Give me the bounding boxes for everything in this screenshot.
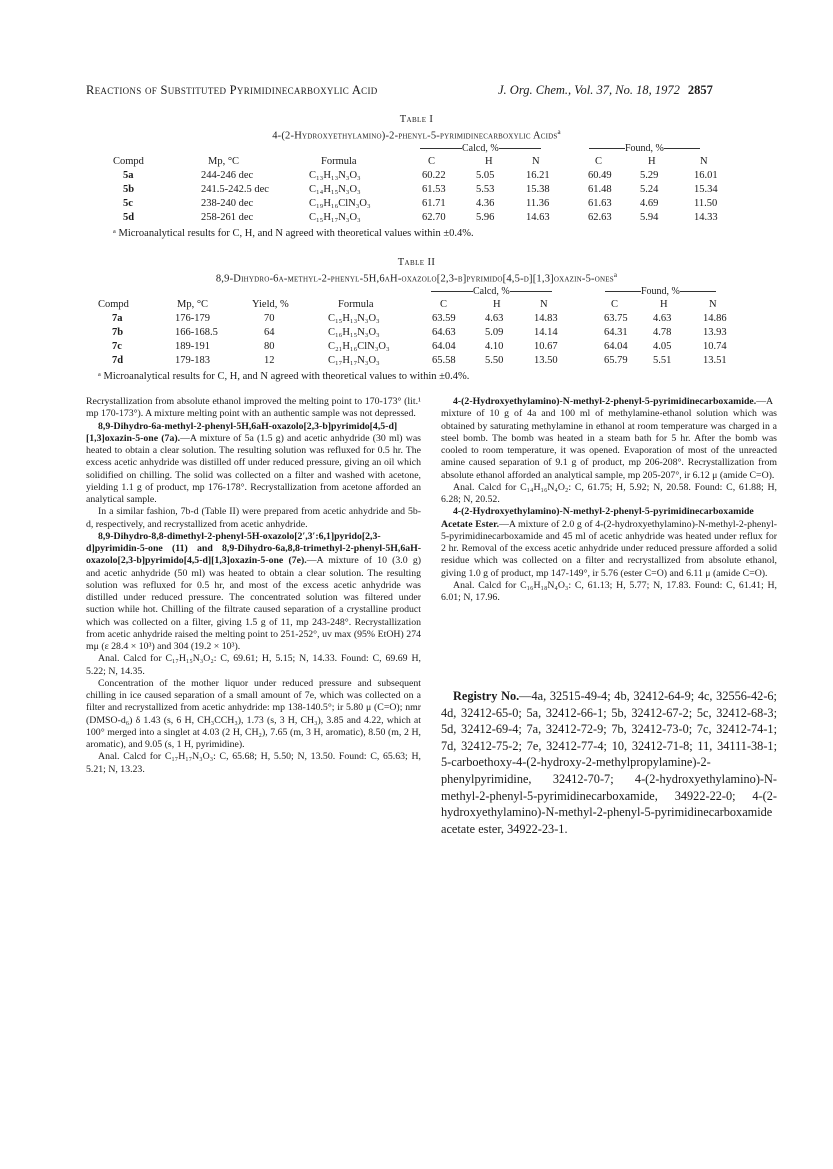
- mp-cell: 166-168.5: [175, 327, 218, 338]
- compd-cell: 7b: [112, 327, 124, 338]
- journal-citation: J. Org. Chem., Vol. 37, No. 18, 1972: [498, 83, 680, 97]
- found-n-cell: 14.33: [694, 212, 718, 223]
- formula-cell: C₁₃H₁₃N₃O₃: [309, 170, 361, 181]
- page-number: 2857: [687, 83, 713, 97]
- calcd-h-cell: 4.36: [476, 198, 495, 209]
- found-n-cell: 10.74: [703, 341, 727, 352]
- paragraph: [441, 506, 777, 580]
- table1-header-found-n: N: [700, 156, 708, 167]
- found-c-cell: 64.04: [604, 341, 628, 352]
- paragraph: In a similar fashion, 7b-d (Table II) were prepared from acetic anhydride and 5b-d, respectively, and recrystallized from acetic anhydride.: [86, 506, 421, 530]
- calcd-n-cell: 14.14: [534, 327, 558, 338]
- calcd-h-cell: 5.53: [476, 184, 495, 195]
- paragraph-text: —A mixture of 10 (3.0 g) and acetic anhydride (50 ml) was heated to obtain a clear solution. The resulting solution was refluxed for 0.5 hr, and most of the excess acetic anhydride was distilled under reduced pressure. The concentrated solution was filtered under suction while hot. Chilling of the filtrate caused separation of a crystalline product which was collected on a filter, giving 1.5 g of 11, mp 243-248°. Recrystallization from acetic anhydride raised the melting point to 251-252°, uv max (95% EtOH) 274 mμ (ε 28.4 × 10³) and 304 (19.2 × 10³).: [86, 555, 421, 652]
- calcd-n-cell: 16.21: [526, 170, 550, 181]
- formula-cell: C₁₄H₁₅N₃O₃: [309, 184, 361, 195]
- right-column: [441, 396, 777, 604]
- calcd-h-cell: 4.10: [485, 341, 504, 352]
- table2-calcd-group: [431, 286, 552, 297]
- table2-header-compd: Compd: [98, 299, 129, 310]
- registry-numbers: [441, 688, 777, 837]
- yield-cell: 64: [264, 327, 275, 338]
- table2-header-found-h: H: [660, 299, 668, 310]
- compound-heading: 4-(2-Hydroxyethylamino)-N-methyl-2-phenyl-5-pyrimidinecarboxamide Acetate Ester.: [441, 506, 754, 530]
- calcd-h-cell: 5.09: [485, 327, 504, 338]
- found-c-cell: 62.63: [588, 212, 612, 223]
- calcd-h-cell: 4.63: [485, 313, 504, 324]
- calcd-c-cell: 63.59: [432, 313, 456, 324]
- found-h-cell: 4.63: [653, 313, 672, 324]
- table2-title-mark: a: [613, 271, 618, 279]
- formula-cell: C₁₇H₁₇N₃O₃: [328, 355, 380, 366]
- table1-title-mark: a: [557, 128, 561, 136]
- compd-cell: 5d: [123, 212, 135, 223]
- found-n-cell: 14.86: [703, 313, 727, 324]
- found-h-cell: 4.05: [653, 341, 672, 352]
- table2-calcd-label: Calcd, %: [473, 286, 510, 297]
- table2-header-found-n: N: [709, 299, 717, 310]
- registry-text: —4a, 32515-49-4; 4b, 32412-64-9; 4c, 32556-42-6; 4d, 32412-65-0; 5a, 32412-66-1; 5b, 32412-67-2; 5c, 32412-68-3; 5d, 32412-69-4; 7a, 32412-72-9; 7b, 32412-73-0; 7c, 32412-74-1; 7d, 32412-75-2; 7e, 32412-77-4; 10, 32412-71-8; 11, 34111-38-1; 5-carboethoxy-4-(2-hydroxy-2-methylpropylamine)-2-phenylpyrimidine, 32412-70-7; 4-(2-hydroxyethylamino)-N-methyl-2-phenyl-5-pyrimidinecarboxamide, 34922-22-0; 4-(2-hydroxyethylamino)-N-methyl-2-phenyl-5-pyrimidinecarboxamide acetate ester, 34922-23-1.: [441, 689, 777, 836]
- paragraph: Concentration of the mother liquor under reduced pressure and subsequent chilling in ice caused separation of a small amount of 7e, which was collected on a filter and recrystallized from acetic anhydride: mp 138-140.5°; ir 5.80 μ (C=O); nmr (DMSO-d₆) δ 1.43 (s, 6 H, CH₃CCH₃), 1.73 (s, 3 H, CH₃), 3.85 and 4.22, which at 100° merged into a singlet at 4.03 (2 H, CH₂), 7.65 (m, 3 H, aromatic), 8.50 (m, 2 H, aromatic), and 9.05 (s, 1 H, pyrimidine).: [86, 677, 421, 750]
- table2-found-group: [605, 286, 716, 297]
- calcd-c-cell: 64.63: [432, 327, 456, 338]
- paragraph: [86, 531, 421, 654]
- yield-cell: 80: [264, 341, 275, 352]
- formula-cell: C₁₅H₁₃N₃O₃: [328, 313, 380, 324]
- found-c-cell: 61.48: [588, 184, 612, 195]
- table1-header-calcd-n: N: [532, 156, 540, 167]
- paragraph-text: —A mixture of 5a (1.5 g) and acetic anhydride (30 ml) was heated to obtain a clear solution. The resulting solution was refluxed for 0.5 hr. The excess acetic anhydride was distilled off under reduced pressure, giving an oil which solidified on chilling. The solid was collected on a filter and washed with acetone, yielding 1.1 g of product, mp 176-178°. Recrystallization from acetone afforded an analytical sample.: [86, 432, 421, 505]
- found-h-cell: 5.24: [640, 184, 659, 195]
- compd-cell: 7d: [112, 355, 124, 366]
- table2-title: [0, 271, 833, 285]
- calcd-n-cell: 14.63: [526, 212, 550, 223]
- table2-footnote: ᵃ Microanalytical results for C, H, and N agreed with theoretical values to within ±0.4%.: [98, 371, 470, 382]
- table1-footnote: ᵃ Microanalytical results for C, H, and N agreed with theoretical values within ±0.4%.: [113, 228, 474, 239]
- yield-cell: 12: [264, 355, 275, 366]
- table2-header-calcd-h: H: [493, 299, 501, 310]
- table2-header-mp: Mp, °C: [177, 299, 209, 310]
- compd-cell: 5a: [123, 170, 134, 181]
- table1-title-text: 4-(2-Hydroxyethylamino)-2-phenyl-5-pyrimidinecarboxylic Acids: [272, 130, 558, 142]
- yield-cell: 70: [264, 313, 275, 324]
- table2-header-calcd-c: C: [440, 299, 448, 310]
- table1-header-calcd-c: C: [428, 156, 436, 167]
- paragraph-text: —A mixture of 10 g of 4a and 100 ml of methylamine-ethanol solution which was obtained by saturating methylamine in ethanol at room temperature was charged in a steel bomb. The bomb was heated in a steam bath for 5 hr. After the bomb was cooled to room temperature, it was opened. Evaporation of most of the unreacted amine caused separation of 9.1 g of product, mp 206-208°. Recrystallization from absolute ethanol afforded an analytical sample, mp 205-207°, ir 6.12 μ (amide C=O).: [441, 396, 777, 481]
- found-h-cell: 5.29: [640, 170, 659, 181]
- running-header-journal: [498, 83, 713, 98]
- analysis-paragraph: Anal. Calcd for C₁₇H₁₇N₃O₃: C, 65.68; H, 5.50; N, 13.50. Found: C, 65.63; H, 5.21; N, 13.23.: [86, 751, 421, 775]
- compd-cell: 7a: [112, 313, 123, 324]
- analysis-paragraph: Anal. Calcd for C₁₄H₁₆N₄O₂: C, 61.75; H, 5.92; N, 20.58. Found: C, 61.88; H, 6.28; N, 20.52.: [441, 481, 777, 505]
- table2-header-found-c: C: [611, 299, 619, 310]
- found-n-cell: 15.34: [694, 184, 718, 195]
- paragraph: [86, 421, 421, 507]
- compd-cell: 5b: [123, 184, 135, 195]
- calcd-c-cell: 65.58: [432, 355, 456, 366]
- found-h-cell: 4.78: [653, 327, 672, 338]
- table1-header-mp: Mp, °C: [208, 156, 240, 167]
- calcd-h-cell: 5.96: [476, 212, 495, 223]
- table1-found-group: [589, 143, 700, 154]
- found-n-cell: 11.50: [694, 198, 718, 209]
- table1-caption: Table I: [399, 114, 434, 125]
- mp-cell: 241.5-242.5 dec: [201, 184, 269, 195]
- formula-cell: C₂₁H₁₆ClN₃O₃: [328, 341, 390, 352]
- found-c-cell: 61.63: [588, 198, 612, 209]
- table1-calcd-label: Calcd, %: [462, 143, 499, 154]
- calcd-c-cell: 62.70: [422, 212, 446, 223]
- table1-title: [0, 128, 833, 142]
- table2-found-label: Found, %: [641, 286, 680, 297]
- paragraph: Recrystallization from absolute ethanol improved the melting point to 170-173° (lit.¹ mp 170-173°). A mixture melting point with an authentic sample was not depressed.: [86, 396, 421, 420]
- found-c-cell: 65.79: [604, 355, 628, 366]
- mp-cell: 244-246 dec: [201, 170, 254, 181]
- compound-heading: 4-(2-Hydroxyethylamino)-N-methyl-2-phenyl-5-pyrimidinecarboxamide.: [453, 396, 757, 407]
- calcd-n-cell: 15.38: [526, 184, 550, 195]
- calcd-h-cell: 5.50: [485, 355, 504, 366]
- calcd-c-cell: 64.04: [432, 341, 456, 352]
- found-h-cell: 4.69: [640, 198, 659, 209]
- calcd-h-cell: 5.05: [476, 170, 495, 181]
- found-c-cell: 63.75: [604, 313, 628, 324]
- calcd-n-cell: 10.67: [534, 341, 558, 352]
- found-h-cell: 5.51: [653, 355, 672, 366]
- mp-cell: 238-240 dec: [201, 198, 254, 209]
- left-column: [86, 396, 421, 776]
- calcd-n-cell: 11.36: [526, 198, 550, 209]
- mp-cell: 189-191: [175, 341, 210, 352]
- table2-header-formula: Formula: [338, 299, 374, 310]
- mp-cell: 176-179: [175, 313, 210, 324]
- compound-heading: 8,9-Dihydro-6a-methyl-2-phenyl-5H,6aH-oxazolo[2,3-b]pyrimido[4,5-d][1,3]oxazin-5-one (7a).: [86, 420, 398, 444]
- calcd-c-cell: 60.22: [422, 170, 446, 181]
- table1-header-found-c: C: [595, 156, 603, 167]
- table1-header-calcd-h: H: [485, 156, 493, 167]
- table2-caption: Table II: [397, 257, 436, 268]
- compound-heading: 8,9-Dihydro-8,8-dimethyl-2-phenyl-5H-oxazolo[2′,3′:6,1]pyrido[2,3-d]pyrimidin-5-one (11) and 8,9-Dihydro-6a,8,8-trimethyl-2-phenyl-5H,6aH-oxazolo[2,3-b]pyrimido[4,5-d][1,3]oxazin-5-one (7e).: [86, 530, 421, 567]
- compd-cell: 5c: [123, 198, 133, 209]
- paragraph: [441, 396, 777, 482]
- compd-cell: 7c: [112, 341, 122, 352]
- table1-header-found-h: H: [648, 156, 656, 167]
- found-n-cell: 13.93: [703, 327, 727, 338]
- calcd-c-cell: 61.53: [422, 184, 446, 195]
- mp-cell: 179-183: [175, 355, 210, 366]
- registry-label: Registry No.: [453, 689, 520, 703]
- calcd-n-cell: 14.83: [534, 313, 558, 324]
- table2-header-yield: Yield, %: [252, 299, 289, 310]
- calcd-n-cell: 13.50: [534, 355, 558, 366]
- formula-cell: C₁₆H₁₅N₃O₃: [328, 327, 380, 338]
- analysis-paragraph: Anal. Calcd for C₁₇H₁₅N₃O₂: C, 69.61; H, 5.15; N, 14.33. Found: C, 69.69 H, 5.22; N, 14.35.: [86, 653, 421, 677]
- table2-header-calcd-n: N: [540, 299, 548, 310]
- paragraph-text: —A mixture of 2.0 g of 4-(2-hydroxyethylamino)-N-methyl-2-phenyl-5-pyrimidinecarboxamide and 45 ml of acetic anhydride was heated under reflux for 2 hr. Removal of the excess acetic anhydride under reduced pressure afforded a solid residue which was collected on a filter and recrystallized from absolute ethanol, giving 1.0 g of product, mp 147-149°, ir 5.76 (ester C=O) and 6.11 μ (amide C=O).: [441, 518, 777, 579]
- table2-title-text: 8,9-Dihydro-6a-methyl-2-phenyl-5H,6aH-oxazolo[2,3-b]pyrimido[4,5-d][1,3]oxazin-5-ones: [215, 273, 614, 285]
- found-c-cell: 60.49: [588, 170, 612, 181]
- mp-cell: 258-261 dec: [201, 212, 254, 223]
- table1-found-label: Found, %: [625, 143, 664, 154]
- running-header-title: Reactions of Substituted Pyrimidinecarboxylic Acid: [86, 83, 378, 97]
- formula-cell: C₁₅H₁₇N₃O₃: [309, 212, 361, 223]
- table1-header-formula: Formula: [321, 156, 357, 167]
- analysis-paragraph: Anal. Calcd for C₁₆H₁₈N₄O₃: C, 61.13; H, 5.77; N, 17.83. Found: C, 61.41; H, 6.01; N, 17.96.: [441, 579, 777, 603]
- calcd-c-cell: 61.71: [422, 198, 446, 209]
- found-h-cell: 5.94: [640, 212, 659, 223]
- formula-cell: C₁₉H₁₆ClN₃O₃: [309, 198, 371, 209]
- table1-calcd-group: [420, 143, 541, 154]
- found-n-cell: 16.01: [694, 170, 718, 181]
- table1-header-compd: Compd: [113, 156, 144, 167]
- found-c-cell: 64.31: [604, 327, 628, 338]
- found-n-cell: 13.51: [703, 355, 727, 366]
